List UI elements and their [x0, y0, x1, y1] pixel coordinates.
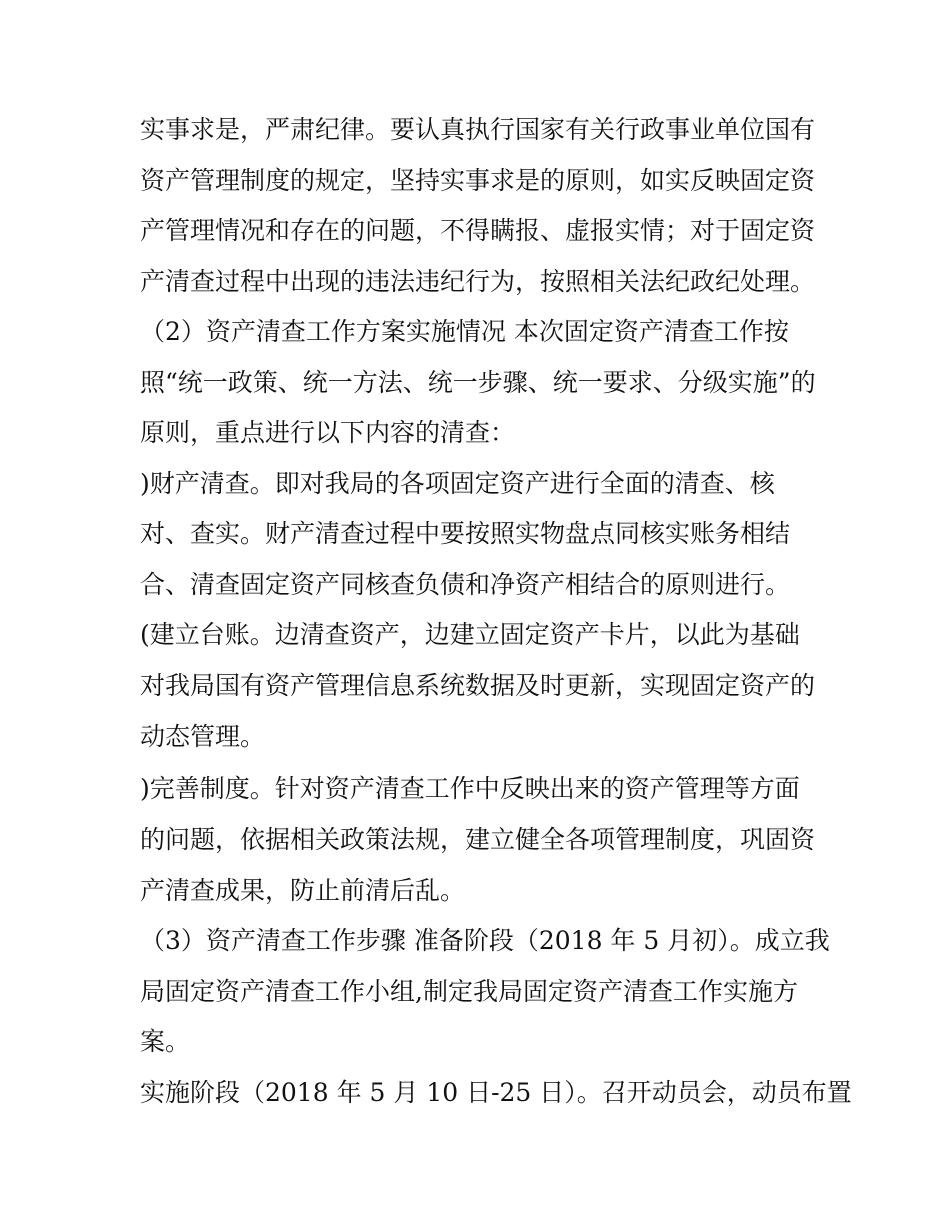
text-line: 照“统一政策、统一方法、统一步骤、统一要求、分级实施”的 — [140, 368, 816, 397]
text-line: 实施阶段（2018 年 5 月 10 日-25 日）。召开动员会，动员布置 — [140, 1078, 852, 1107]
text-line: )完善制度。针对资产清查工作中反映出来的资产管理等方面 — [140, 774, 800, 803]
text-line: 产清查成果，防止前清后乱。 — [140, 876, 466, 905]
text-line: 原则，重点进行以下内容的清查： — [140, 418, 516, 447]
text-line: 资产管理制度的规定，坚持实事求是的原则，如实反映固定资 — [140, 166, 816, 195]
text-line: 对、查实。财产清查过程中要按照实物盘点同核实账务相结 — [140, 519, 791, 548]
text-line: 实事求是，严肃纪律。要认真执行国家有关行政事业单位国有 — [140, 115, 816, 144]
text-line: （2）资产清查工作方案实施情况 本次固定资产清查工作按 — [140, 317, 789, 346]
text-line: 局固定资产清查工作小组,制定我局固定资产清查工作实施方 — [140, 977, 798, 1006]
text-line: 案。 — [140, 1027, 191, 1056]
text-line: (建立台账。边清查资产，边建立固定资产卡片，以此为基础 — [140, 620, 800, 649]
text-line: （3）资产清查工作步骤 准备阶段（2018 年 5 月初）。成立我 — [140, 926, 830, 955]
text-line: 动态管理。 — [140, 722, 266, 751]
text-line: 的问题，依据相关政策法规，建立健全各项管理制度，巩固资 — [140, 825, 816, 854]
text-line: 产清查过程中出现的违法违纪行为，按照相关法纪政纪处理。 — [140, 267, 816, 296]
text-line: 合、清查固定资产同核查负债和净资产相结合的原则进行。 — [140, 570, 791, 599]
text-line: 产管理情况和存在的问题，不得瞒报、虚报实情；对于固定资 — [140, 216, 816, 245]
text-line: )财产清查。即对我局的各项固定资产进行全面的清查、核 — [140, 469, 775, 498]
text-line: 对我局国有资产管理信息系统数据及时更新，实现固定资产的 — [140, 671, 816, 700]
